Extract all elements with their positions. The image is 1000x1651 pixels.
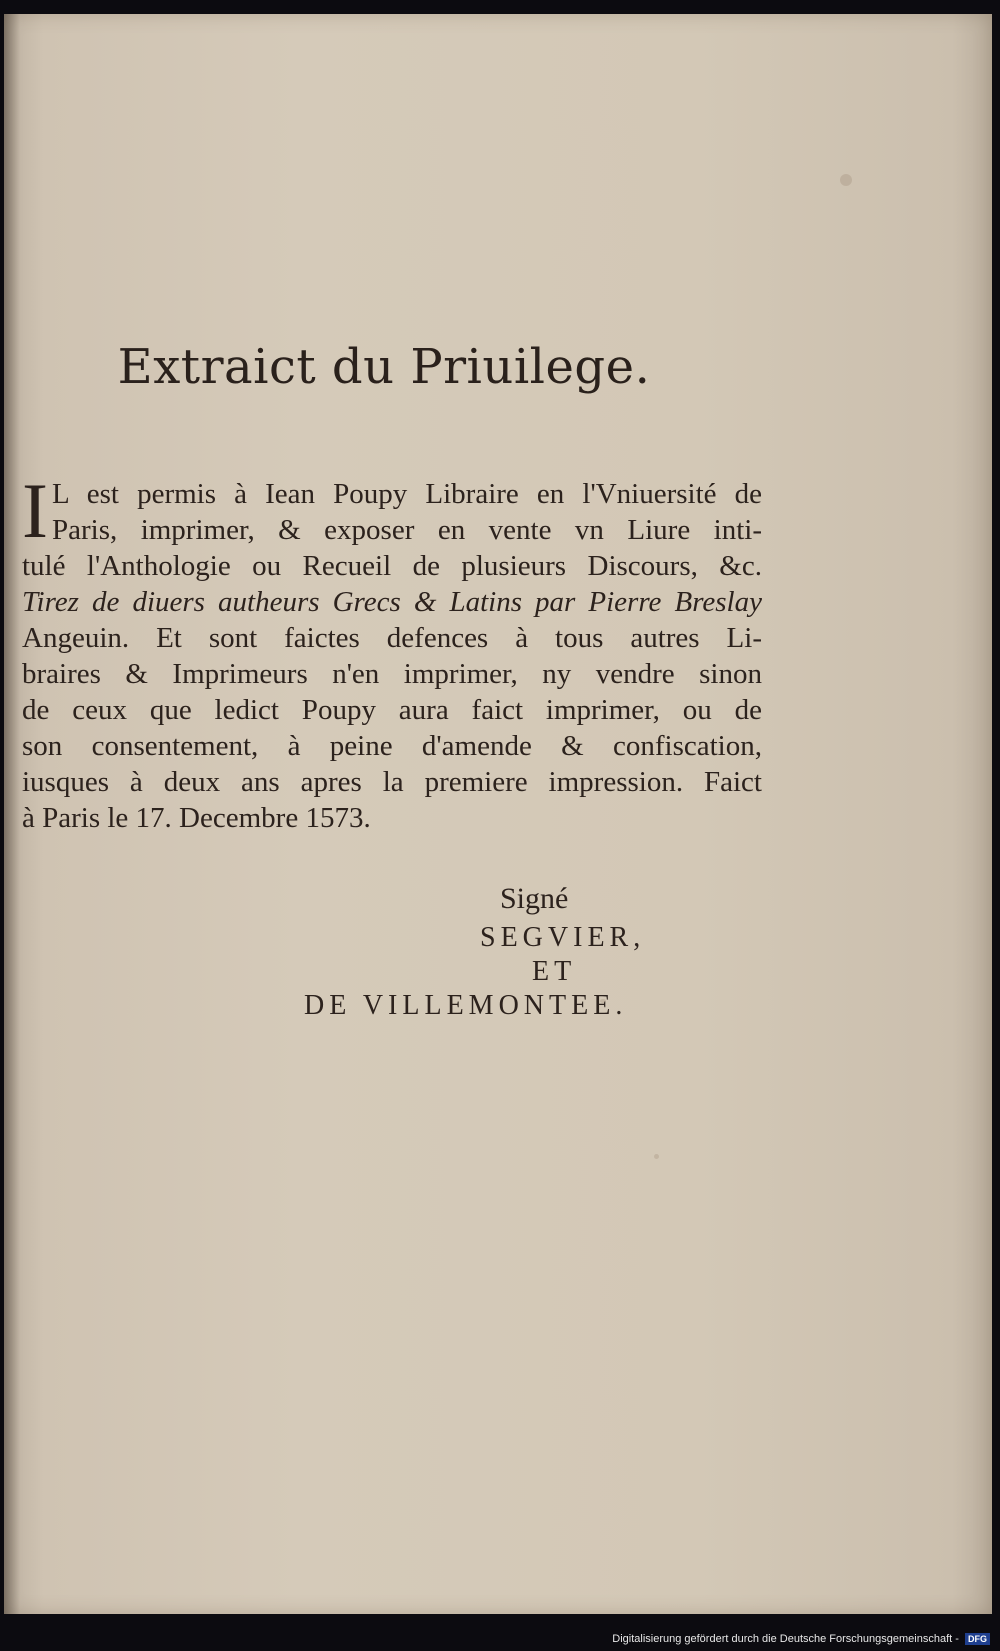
- text-line: son consentement, à peine d'amende & confiscation,: [22, 730, 762, 762]
- text-line: iusques à deux ans apres la premiere impression. Faict: [22, 766, 762, 798]
- privilege-text: [22, 467, 762, 836]
- text-line: Tirez de diuers autheurs Grecs & Latins par Pierre Breslay: [22, 586, 762, 618]
- page-title: Extraict du Priuilege.: [117, 339, 651, 395]
- paper-stain: [654, 1154, 659, 1159]
- spine-shadow: [4, 14, 20, 1614]
- paper-sheet: [4, 14, 992, 1614]
- text-line: braires & Imprimeurs n'en imprimer, ny vendre sinon: [22, 658, 762, 690]
- signe-label: Signé: [500, 882, 569, 915]
- text-line: à Paris le 17. Decembre 1573.: [22, 802, 371, 834]
- text-line: tulé l'Anthologie ou Recueil de plusieurs Discours, &c.: [22, 550, 762, 582]
- text-line: Angeuin. Et sont faictes defences à tous autres Li-: [22, 622, 762, 654]
- dfg-logo: DFG: [965, 1633, 990, 1645]
- signatory-seguier: SEGVIER,: [480, 922, 646, 953]
- drop-cap: I: [22, 467, 48, 554]
- digitization-footer: [612, 1633, 990, 1645]
- text-line: L est permis à Iean Poupy Libraire en l'Vniuersité de: [51, 478, 762, 510]
- footer-text: Digitalisierung gefördert durch die Deutsche Forschungsgemeinschaft -: [612, 1632, 959, 1645]
- text-line: Paris, imprimer, & exposer en vente vn Liure inti-: [51, 514, 762, 546]
- text-line: de ceux que ledict Poupy aura faict imprimer, ou de: [22, 694, 762, 726]
- paper-stain: [840, 174, 852, 186]
- signatory-villemontee: DE VILLEMONTEE.: [304, 990, 628, 1021]
- signatory-et: ET: [532, 956, 577, 987]
